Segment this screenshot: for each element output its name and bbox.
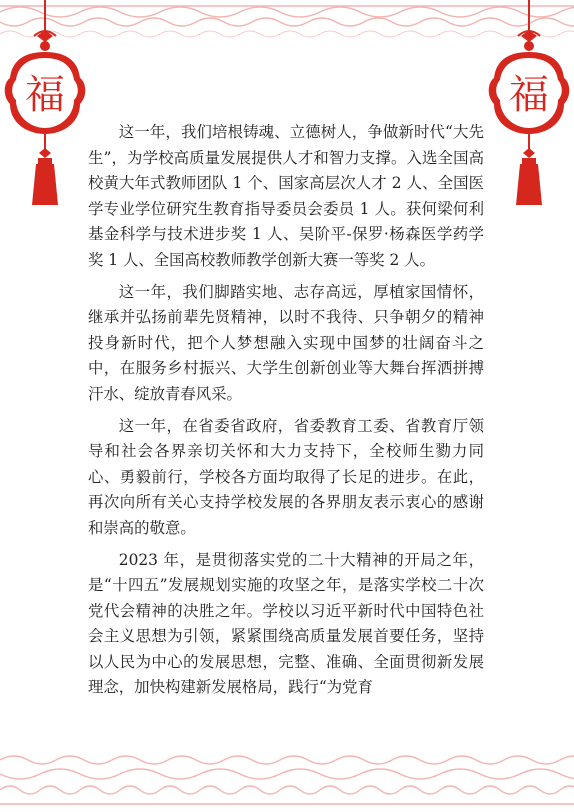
paragraph-spirit: 这一年，我们脚踏实地、志存高远，厚植家国情怀，继承并弘扬前辈先贤精神，以时不我待、只争朝夕的精神投身新时代，把个人梦想融入实现中国梦的壮阔奋斗之中，在服务乡村振兴、大学生创新创业等大舞台挥洒拼搏汗水、绽放青春风采。 [88,282,484,403]
article-body [88,120,484,707]
fu-ornament-right [484,0,574,210]
paragraph-2023: 2023 年，是贯彻落实党的二十大精神的开局之年，是“十四五”发展规划实施的攻坚之年，是落实学校二十次党代会精神的决胜之年。学校以习近平新时代中国特色社会主义思想为引领，紧紧围绕高质量发展首要任务，坚持以人民为中心的发展思想，完整、准确、全面贯彻新发展理念，加快构建新发展格局，践行“为党育 [88,550,484,697]
paragraph-achievements: 这一年，我们培根铸魂、立德树人，争做新时代“大先生”，为学校高质量发展提供人才和智力支撑。入选全国高校黄大年式教师团队 1 个、国家高层次人才 2 人、全国医学专业学位研究生教育指导委员会委员 1 人。获何梁何利基金科学与技术进步奖 1 人、吴阶平-保罗·杨森医学药学奖 1 人、全国高校教师教学创新大赛一等奖 2 人。 [88,123,484,269]
fu-glyph-right: 福 [509,72,549,118]
fu-glyph-left: 福 [25,72,65,118]
bottom-pattern-border [0,752,574,812]
paragraph-thanks: 这一年，在省委省政府，省委教育工委、省教育厅领导和社会各界亲切关怀和大力支持下，全校师生勠力同心、勇毅前行，学校各方面均取得了长足的进步。在此，再次向所有关心支持学校发展的各界朋友表示衷心的感谢和崇高的敬意。 [88,416,484,537]
fu-ornament-left [0,0,90,210]
